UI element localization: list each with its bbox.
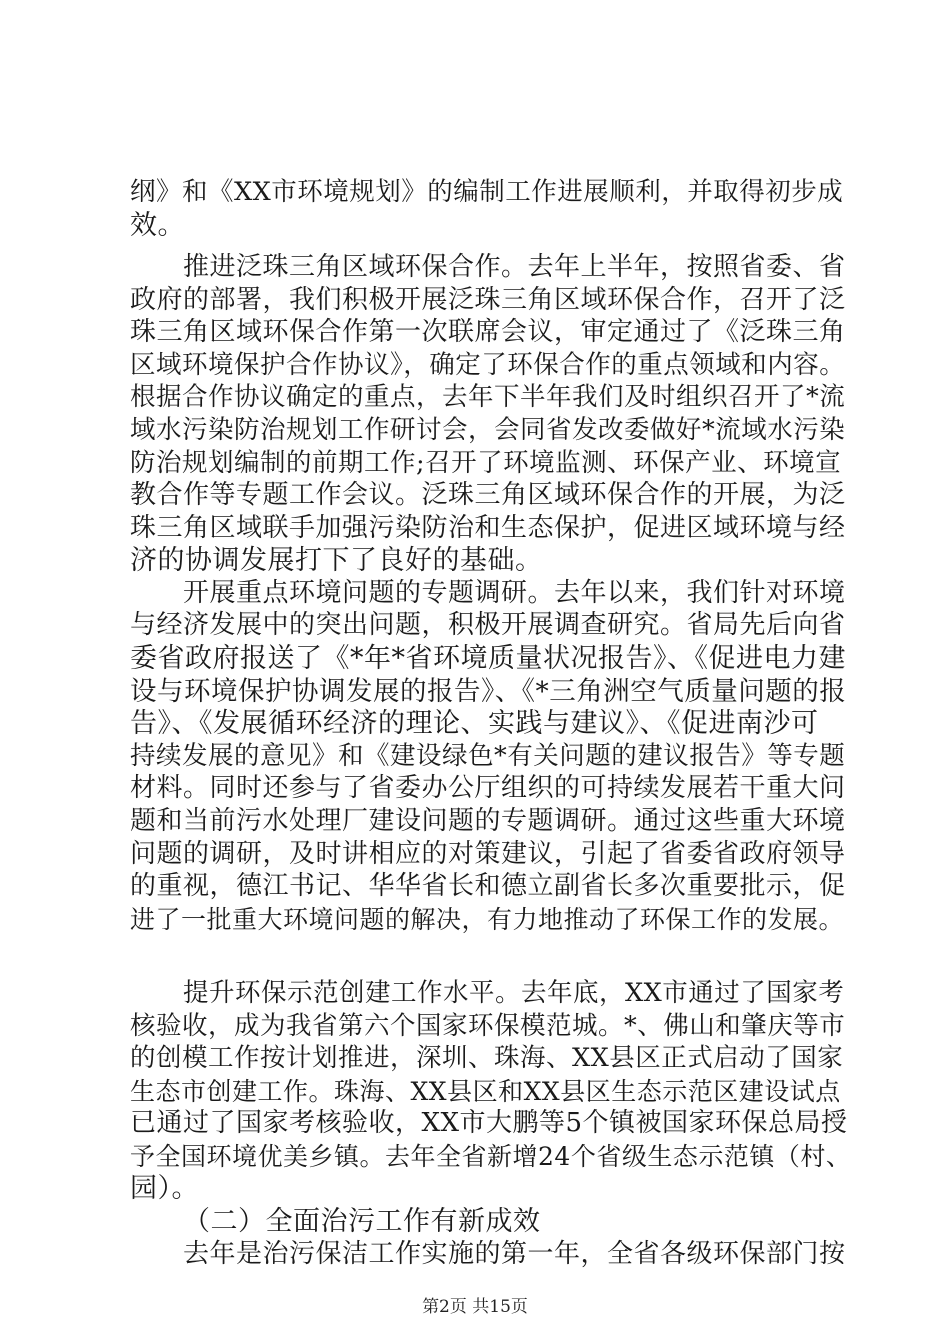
text-line: 已通过了国家考核验收，XX市大鹏等5个镇被国家环保总局授 — [130, 1108, 848, 1138]
text-line: 珠三角区域环保合作第一次联席会议，审定通过了《泛珠三角 — [130, 317, 846, 347]
text-line: 设与环境保护协调发展的报告》、《*三角洲空气质量问题的报 — [130, 676, 847, 707]
text-line: 园）。 — [130, 1173, 199, 1204]
text-line: 生态市创建工作。珠海、XX县区和XX县区生态示范区建设试点 — [130, 1077, 841, 1106]
text-line: 政府的部署，我们积极开展泛珠三角区域环保合作，召开了泛 — [130, 285, 846, 315]
text-line: 予全国环境优美乡镇。去年全省新增24个省级生态示范镇（村、 — [130, 1142, 852, 1171]
section-heading: （二）全面治污工作有新成效 — [183, 1206, 541, 1237]
text-line: 防治规划编制的前期工作;召开了环境监测、环保产业、环境宣 — [130, 448, 842, 478]
text-line: 根据合作协议确定的重点，去年下半年我们及时组织召开了*流 — [130, 382, 846, 412]
text-line: 的重视，德江书记、华华省长和德立副省长多次重要批示，促 — [130, 871, 846, 901]
text-line: 委省政府报送了《*年*省环境质量状况报告》、《促进电力建 — [130, 643, 846, 674]
text-line: 告》、《发展循环经济的理论、实践与建议》、《促进南沙可 — [130, 708, 819, 739]
text-line: 区域环境保护合作协议》，确定了环保合作的重点领域和内容。 — [130, 350, 846, 380]
text-line: 核验收，成为我省第六个国家环保模范城。*、佛山和肇庆等市 — [130, 1011, 846, 1041]
text-line: 与经济发展中的突出问题，积极开展调查研究。省局先后向省 — [130, 610, 846, 640]
page-number-footer: 第2页 共15页 — [422, 1297, 528, 1317]
text-line: 教合作等专题工作会议。泛珠三角区域环保合作的开展，为泛 — [130, 480, 846, 510]
text-line: 效。 — [130, 210, 185, 241]
paragraph-first-line: 提升环保示范创建工作水平。去年底，XX市通过了国家考 — [183, 978, 845, 1008]
text-line: 进了一批重大环境问题的解决，有力地推动了环保工作的发展。 — [130, 905, 845, 934]
text-line: 题和当前污水处理厂建设问题的专题调研。通过这些重大环境 — [130, 806, 846, 836]
text-line: 济的协调发展打下了良好的基础。 — [130, 545, 543, 576]
paragraph-first-line: 去年是治污保洁工作实施的第一年，全省各级环保部门按 — [183, 1239, 846, 1269]
text-line: 问题的调研，及时讲相应的对策建议，引起了省委省政府领导 — [130, 839, 846, 869]
text-line: 的创模工作按计划推进，深圳、珠海、XX县区正式启动了国家 — [130, 1043, 844, 1073]
text-line: 持续发展的意见》和《建设绿色*有关问题的建议报告》等专题 — [130, 741, 846, 771]
text-line: 材料。同时还参与了省委办公厅组织的可持续发展若干重大问 — [130, 773, 846, 803]
text-line: 珠三角区域联手加强污染防治和生态保护，促进区域环境与经 — [130, 513, 846, 543]
text-line: 域水污染防治规划工作研讨会，会同省发改委做好*流域水污染 — [130, 415, 846, 445]
paragraph-first-line: 开展重点环境问题的专题调研。去年以来，我们针对环境 — [183, 578, 846, 608]
text-line: 纲》和《XX市环境规划》的编制工作进展顺利，并取得初步成 — [130, 177, 844, 207]
paragraph-first-line: 推进泛珠三角区域环保合作。去年上半年，按照省委、省 — [183, 252, 846, 282]
